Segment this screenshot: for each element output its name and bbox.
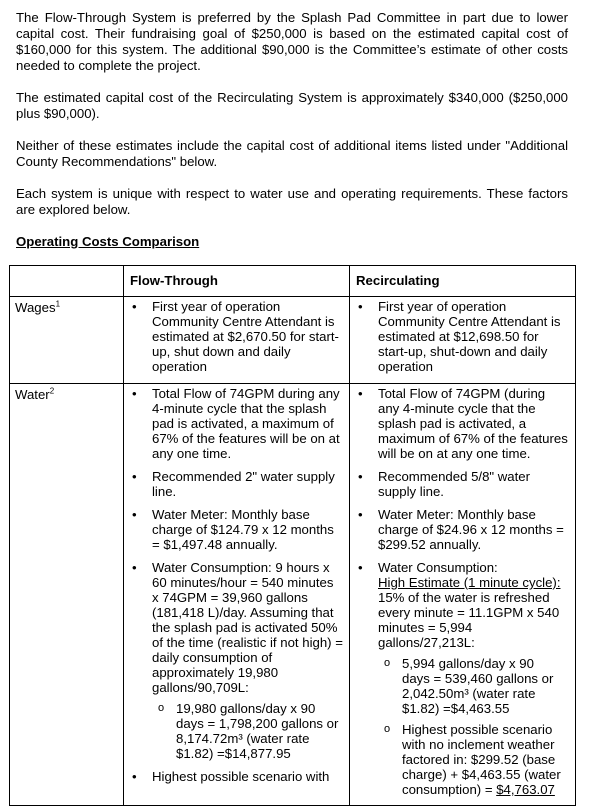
water-recirculating-cell xyxy=(350,384,576,806)
list-item xyxy=(350,299,575,374)
list-item xyxy=(350,560,575,797)
circle-bullet-icon: o xyxy=(158,702,165,714)
list-item xyxy=(124,386,349,461)
bullet-icon: • xyxy=(132,386,137,401)
recirc-consumption-detail: 5,994 gallons/day x 90 days = 539,460 gallons or 2,042.50m³ (water rate $1.82) =$4,463.55 xyxy=(402,656,554,716)
systems-unique-paragraph: Each system is unique with respect to water use and operating requirements. These factors are explored below. xyxy=(16,186,568,217)
bullet-icon: • xyxy=(358,507,363,522)
recirc-high-estimate-text: 15% of the water is refreshed every minute = 11.1GPM x 540 minutes = 5,994 gallons/27,213L: xyxy=(378,590,560,650)
header-flow-through: Flow-Through xyxy=(124,266,350,297)
list-item xyxy=(350,507,575,552)
sub-list-item xyxy=(152,701,343,761)
wages-recirculating-cell xyxy=(350,297,576,384)
list-item xyxy=(124,299,349,374)
header-empty-cell xyxy=(10,266,124,297)
recirc-highest-total: $4,763.07 xyxy=(496,782,555,797)
bullet-icon: • xyxy=(132,507,137,522)
wages-flow-text: First year of operation Community Centre Attendant is estimated at $2,670.50 for start-up, shut down and daily operation xyxy=(152,299,339,374)
list-item xyxy=(350,469,575,499)
recirc-total-text: Total Flow of 74GPM (during any 4-minute cycle that the splash pad is activated, a maximum of 67% of the features will be on at any one time. xyxy=(378,386,568,461)
circle-bullet-icon: o xyxy=(384,723,391,735)
sub-list-item xyxy=(378,722,569,797)
flow-consumption-detail: 19,980 gallons/day x 90 days = 1,798,200 gallons or 8,174.72m³ (water rate $1.82) =$14,877.95 xyxy=(176,701,339,761)
operating-costs-table xyxy=(9,265,576,806)
table-row-wages xyxy=(10,297,576,384)
sub-list-item xyxy=(378,656,569,716)
bullet-icon: • xyxy=(358,469,363,484)
recirc-high-estimate-label: High Estimate (1 minute cycle): xyxy=(378,575,561,590)
recirc-supply-line-text: Recommended 5/8" water supply line. xyxy=(378,469,531,499)
footnote-marker: 2 xyxy=(49,386,55,396)
wages-flow-through-cell xyxy=(124,297,350,384)
recirc-consumption-label: Water Consumption: xyxy=(378,560,498,575)
recirc-meter-text: Water Meter: Monthly base charge of $24.96 x 12 months = $299.52 annually. xyxy=(378,507,564,552)
bullet-icon: • xyxy=(358,560,363,575)
circle-bullet-icon: o xyxy=(384,657,391,669)
row-label-wages xyxy=(10,297,124,384)
water-label: Water xyxy=(15,387,50,402)
bullet-icon: • xyxy=(358,386,363,401)
bullet-icon: • xyxy=(358,299,363,314)
estimates-note-paragraph: Neither of these estimates include the capital cost of additional items listed under "Additional County Recommendations" below. xyxy=(16,138,568,169)
list-item xyxy=(124,469,349,499)
flow-consumption-text: Water Consumption: 9 hours x 60 minutes/hour = 540 minutes x 74GPM = 39,960 gallons (181,418 L)/day. Assuming that the splash pad is activated 50% of the time (realistic if not high) = daily consumption of approximately 19,980 gallons/90,709L: xyxy=(152,560,343,695)
wages-recirc-text: First year of operation Community Centre Attendant is estimated at $12,698.50 for start-up, shut-down and daily operation xyxy=(378,299,561,374)
intro-paragraph: The Flow-Through System is preferred by the Splash Pad Committee in part due to lower capital cost. Their fundraising goal of $250,000 is based on the estimated capital cost of $160,000 for this system. The additional $90,000 is the Committee’s estimate of other costs needed to complete the project. xyxy=(16,10,568,73)
bullet-icon: • xyxy=(132,769,137,784)
flow-total-text: Total Flow of 74GPM during any 4-minute cycle that the splash pad is activated, a maximum of 67% of the features will be on at any one time. xyxy=(152,386,340,461)
flow-supply-line-text: Recommended 2" water supply line. xyxy=(152,469,335,499)
bullet-icon: • xyxy=(132,560,137,575)
list-item xyxy=(124,507,349,552)
row-label-water xyxy=(10,384,124,806)
flow-highest-text: Highest possible scenario with xyxy=(152,769,330,784)
footnote-marker: 1 xyxy=(55,299,61,309)
table-header-row xyxy=(10,266,576,297)
bullet-icon: • xyxy=(132,299,137,314)
wages-label: Wages xyxy=(15,300,56,315)
flow-meter-text: Water Meter: Monthly base charge of $124.79 x 12 months = $1,497.48 annually. xyxy=(152,507,334,552)
recirc-highest-text: Highest possible scenario with no inclement weather factored in: $299.52 (base charge) + $4,463.55 (water consumption) = xyxy=(402,722,561,797)
list-item xyxy=(350,386,575,461)
section-heading: Operating Costs Comparison xyxy=(16,234,200,249)
water-flow-through-cell xyxy=(124,384,350,806)
bullet-icon: • xyxy=(132,469,137,484)
header-recirculating: Recirculating xyxy=(350,266,576,297)
recirculating-cost-paragraph: The estimated capital cost of the Recirculating System is approximately $340,000 ($250,000 plus $90,000). xyxy=(16,90,568,121)
table-row-water xyxy=(10,384,576,806)
list-item xyxy=(124,560,349,761)
